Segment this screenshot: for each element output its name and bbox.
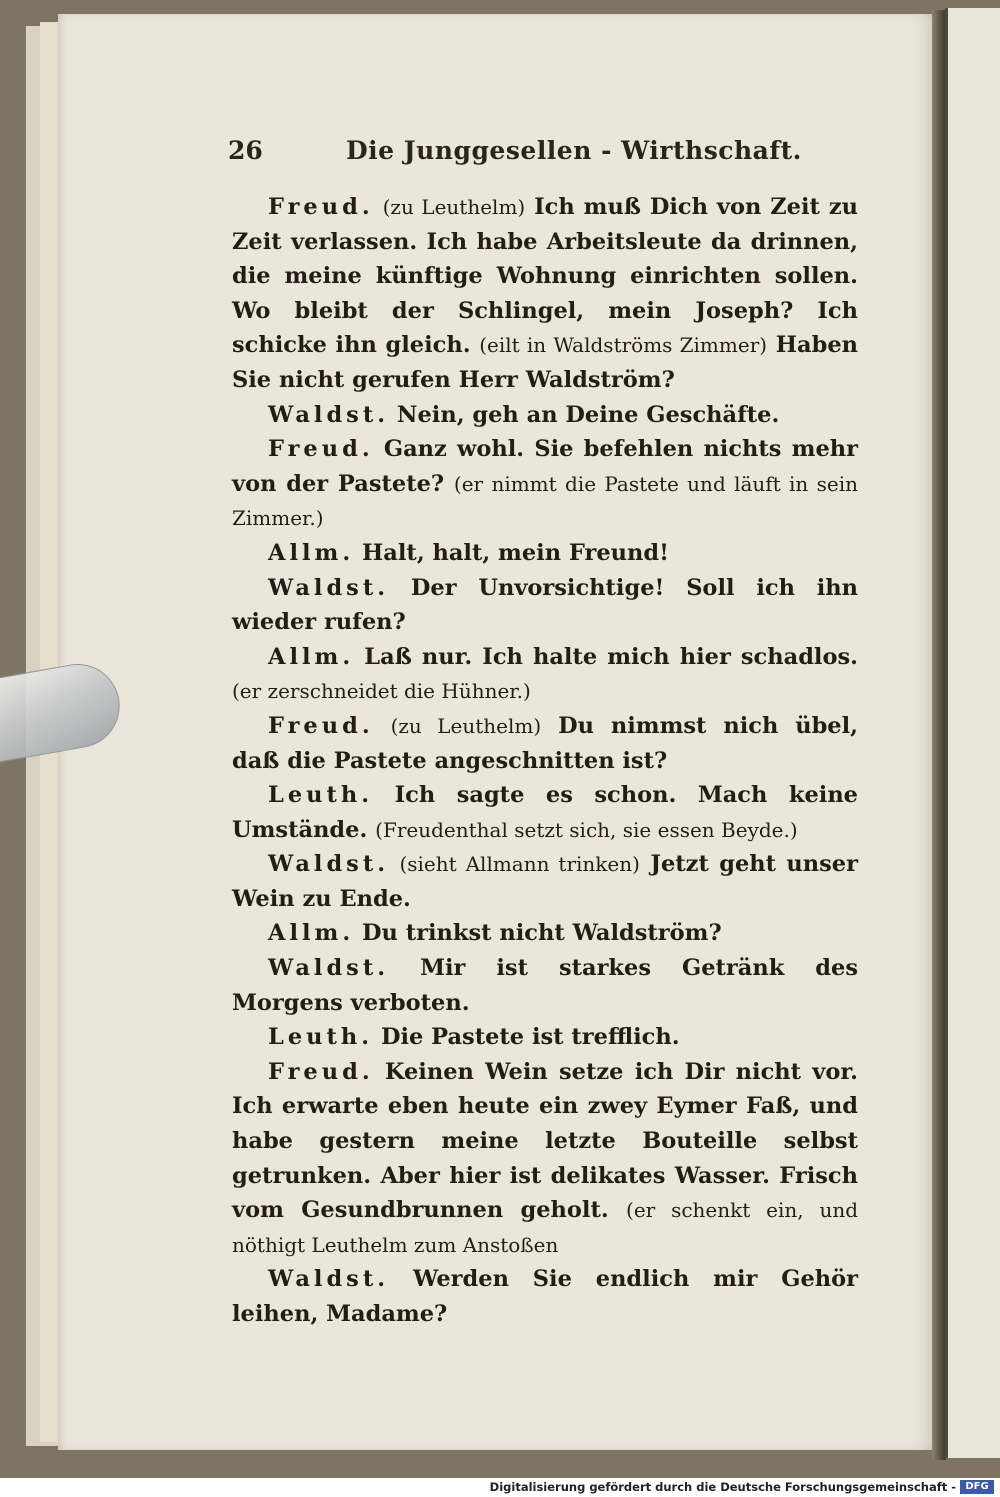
dialogue-paragraph	[232, 640, 858, 709]
speaker-name: Waldst.	[268, 851, 390, 878]
speaker-name: Freud.	[268, 436, 374, 463]
stage-direction: (Freudenthal setzt sich, sie essen Beyde.)	[375, 817, 798, 842]
dialogue-text: Haben Sie nicht gerufen Herr Waldström?	[232, 332, 858, 393]
running-title: Die Junggesellen - Wirthschaft.	[346, 136, 802, 165]
page-number: 26	[228, 136, 263, 165]
dialogue-text: Ich muß Dich von Zeit zu Zeit verlassen. Ich habe Arbeitsleute da drinnen, die meine künftige Wohnung einrichten sollen. Wo bleibt der Schlingel, mein Joseph? Ich schicke ihn gleich.	[232, 194, 858, 359]
dialogue-text: Laß nur. Ich halte mich hier schadlos.	[364, 643, 858, 670]
dialogue-paragraph	[232, 432, 858, 536]
stage-direction: (er schenkt ein, und nöthigt Leuthelm zum Anstoßen	[232, 1198, 859, 1257]
dialogue-text: Mir ist starkes Getränk des Morgens verboten.	[232, 955, 858, 1016]
speaker-name: Waldst.	[268, 574, 390, 601]
dialogue-text: Werden Sie endlich mir Gehör leihen, Madame?	[232, 1266, 858, 1327]
dialogue-paragraph	[232, 190, 858, 398]
facing-page-edge	[945, 8, 1000, 1458]
speaker-name: Waldst.	[268, 955, 390, 982]
speaker-name: Waldst.	[268, 1266, 390, 1293]
dialogue-paragraph	[232, 1020, 858, 1055]
stage-direction: (zu Leuthelm)	[390, 713, 542, 738]
dialogue-paragraph	[232, 778, 858, 847]
dialogue-paragraph	[232, 709, 858, 778]
speaker-name: Waldst.	[268, 401, 390, 428]
speaker-name: Leuth.	[268, 782, 374, 809]
dialogue-text: Du trinkst nicht Waldström?	[362, 920, 722, 947]
stage-direction: (eilt in Waldströms Zimmer)	[479, 333, 768, 358]
dialogue-paragraph	[232, 536, 858, 571]
dfg-logo: DFG	[960, 1480, 994, 1494]
dialogue-text: Der Unvorsichtige! Soll ich ihn wieder rufen?	[232, 574, 858, 636]
dialogue-text: Ich sagte es schon. Mach keine Umstände.	[232, 782, 858, 843]
funding-credit: Digitalisierung gefördert durch die Deutsche Forschungsgemeinschaft -	[489, 1480, 956, 1494]
dialogue-text: Ganz wohl. Sie befehlen nichts mehr von der Pastete?	[232, 436, 858, 497]
speaker-name: Freud.	[268, 194, 374, 220]
dialogue-paragraph	[232, 398, 858, 433]
stage-direction: (er nimmt die Pastete und läuft in sein Zimmer.)	[232, 471, 859, 531]
dialogue-text: Nein, geh an Deine Geschäfte.	[396, 401, 780, 428]
dialogue-text: Jetzt geht unser Wein zu Ende.	[232, 851, 858, 912]
dialogue-text: Die Pastete ist trefflich.	[380, 1024, 680, 1051]
speaker-name: Allm.	[268, 539, 355, 566]
dialogue-text: Halt, halt, mein Freund!	[362, 539, 669, 566]
dialogue-text: Du nimmst nich übel, daß die Pastete angeschnitten ist?	[232, 712, 858, 774]
speaker-name: Allm.	[268, 920, 355, 947]
dialogue-paragraph	[232, 1262, 858, 1331]
footer-bar	[0, 1478, 1000, 1497]
stage-direction: (zu Leuthelm)	[382, 195, 526, 219]
dialogue-text: Keinen Wein setze ich Dir nicht vor. Ich erwarte eben heute ein zwey Eymer Faß, und habe gestern meine letzte Bouteille selbst getrunken. Aber hier ist delikates Wasser. Frisch vom Gesundbrunnen geholt.	[232, 1058, 858, 1224]
stage-direction: (er zerschneidet die Hühner.)	[232, 679, 531, 704]
speaker-name: Freud.	[268, 1058, 374, 1085]
speaker-name: Freud.	[268, 712, 374, 739]
dialogue-paragraph	[232, 916, 858, 951]
running-header	[228, 132, 868, 172]
dialogue-paragraph	[232, 951, 858, 1020]
dialogue-paragraph	[232, 847, 858, 916]
stage-direction: (sieht Allmann trinken)	[399, 852, 640, 877]
book-gutter	[932, 10, 946, 1460]
speaker-name: Allm.	[268, 643, 355, 670]
speaker-name: Leuth.	[268, 1024, 374, 1051]
page-text	[232, 190, 858, 1332]
dialogue-paragraph	[232, 571, 858, 640]
dialogue-paragraph	[232, 1055, 858, 1263]
